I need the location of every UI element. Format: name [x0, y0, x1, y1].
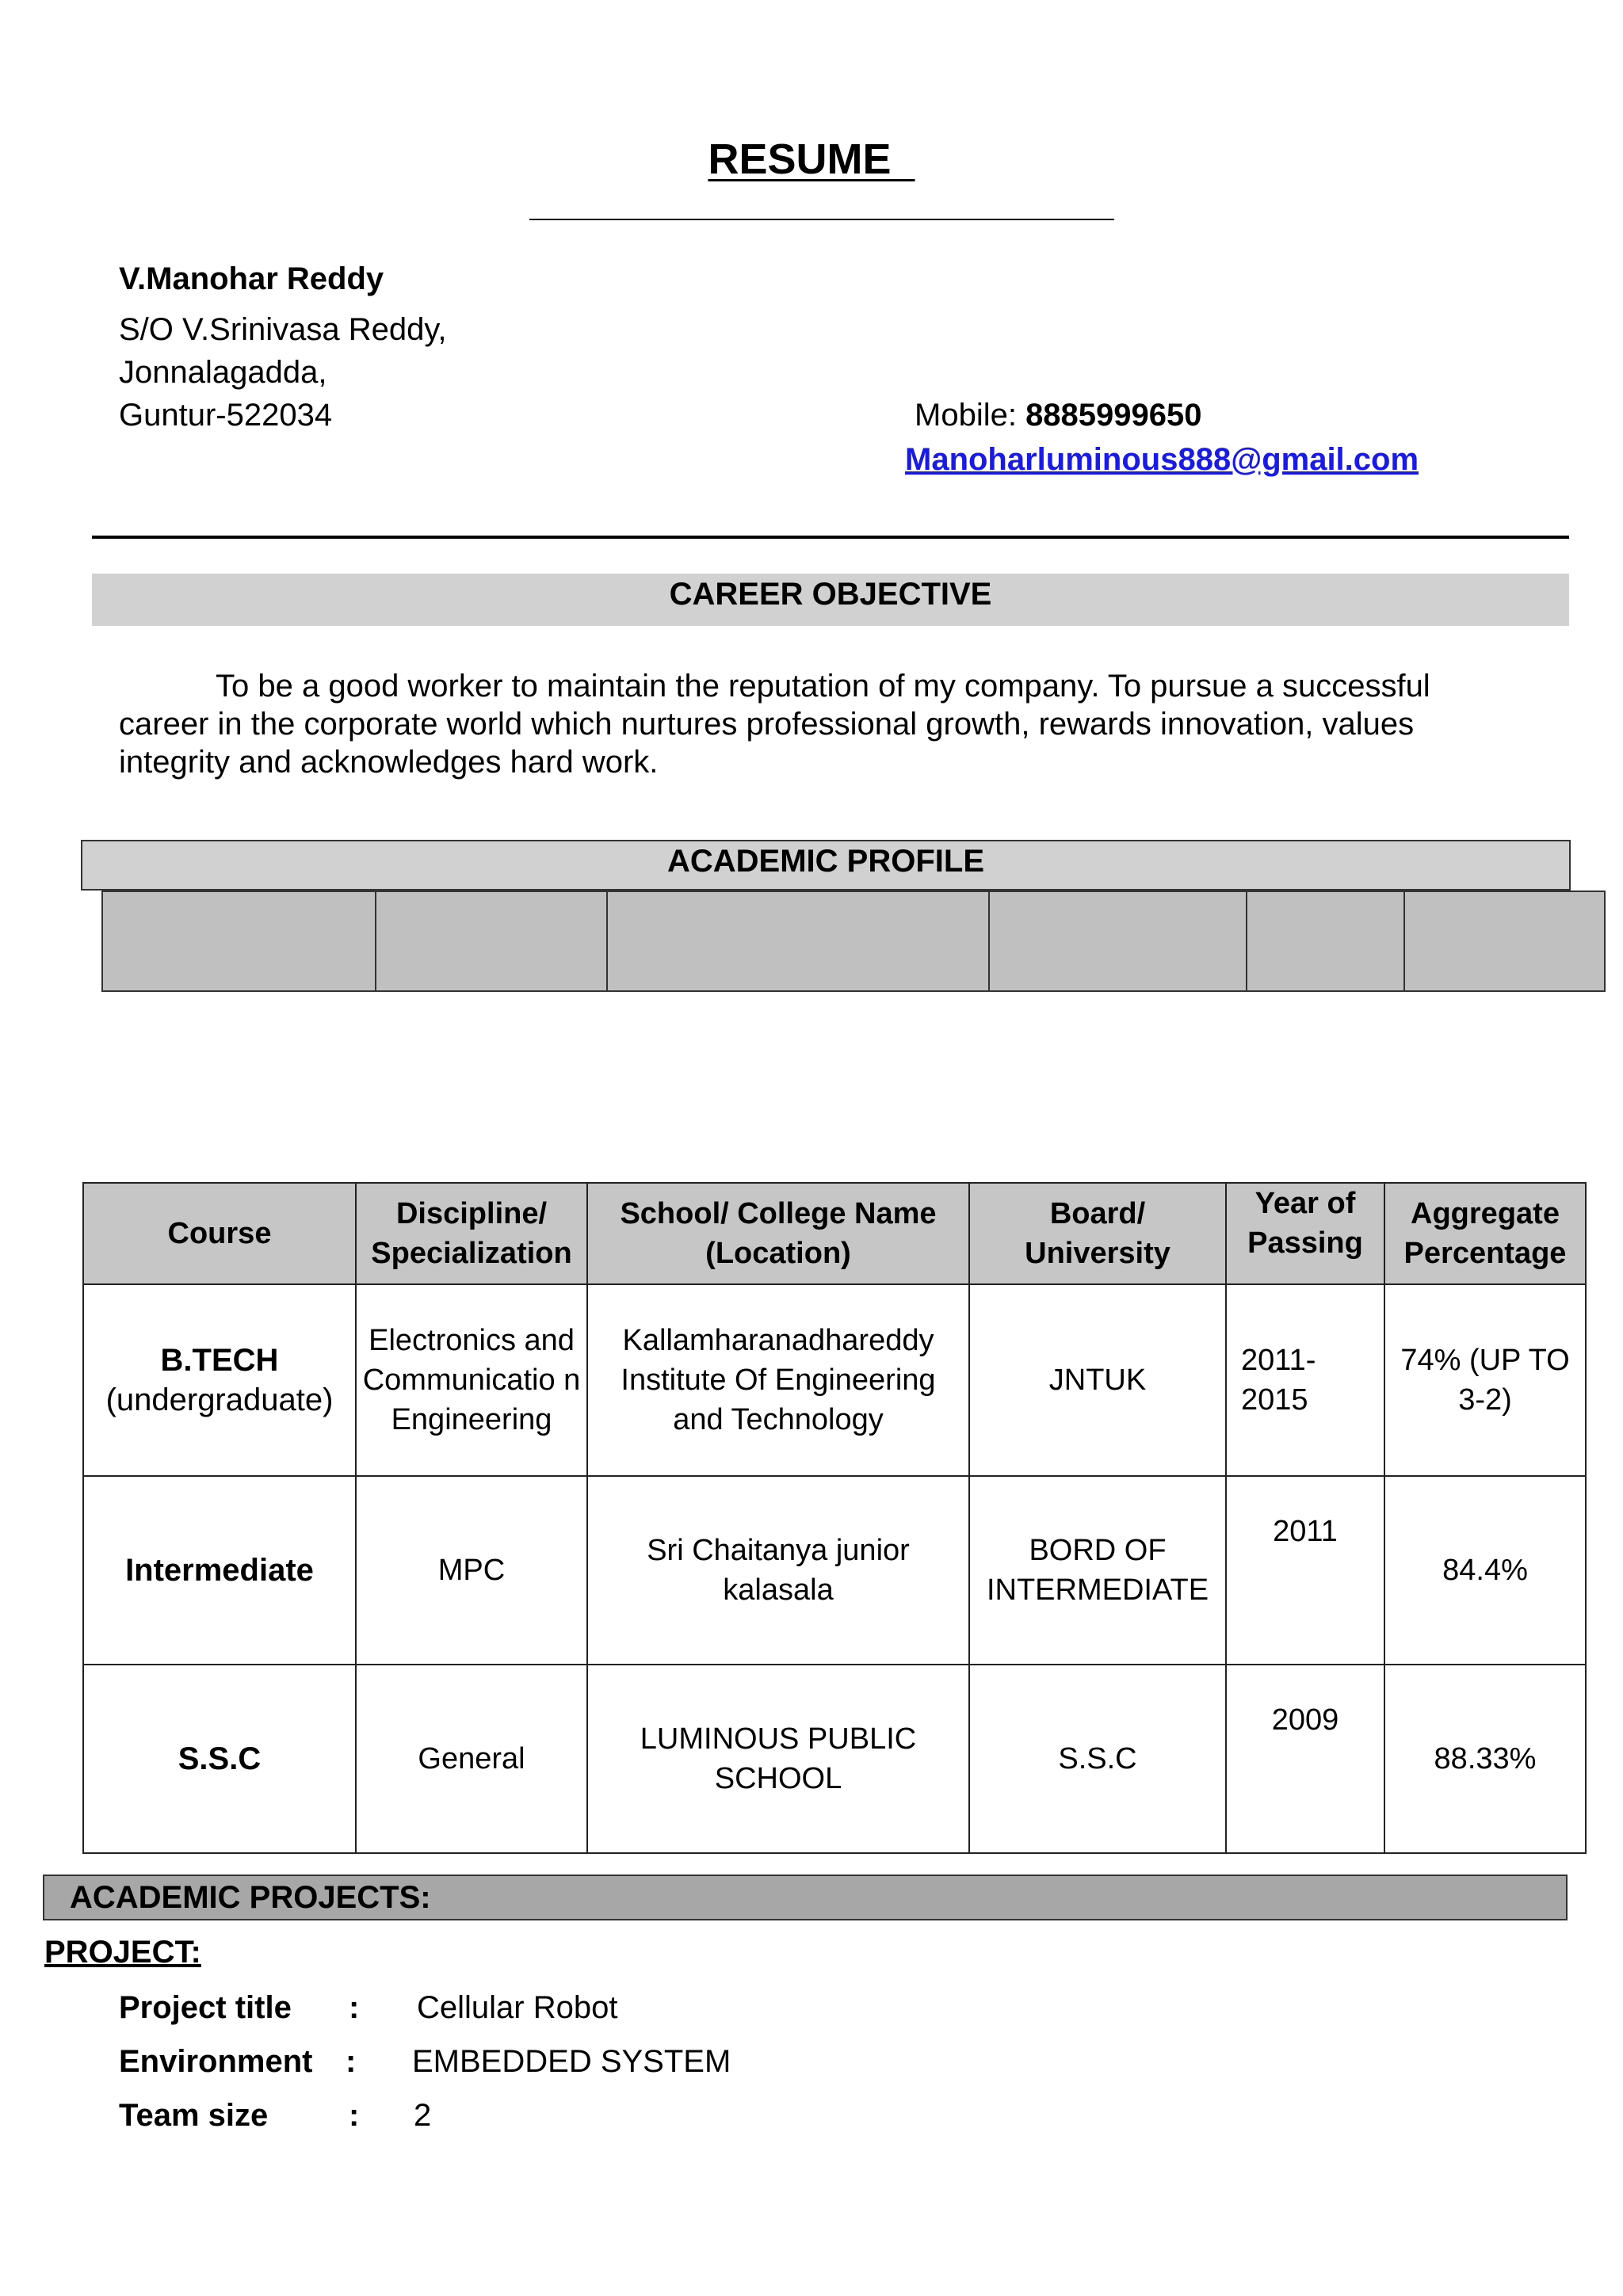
- page-title: RESUME: [708, 135, 915, 183]
- career-objective-text: [119, 667, 1498, 781]
- address-line-1: S/O V.Srinivasa Reddy,: [119, 312, 447, 347]
- career-objective-heading: CAREER OBJECTIVE: [92, 574, 1569, 626]
- column-header: Board/ University: [969, 1183, 1226, 1284]
- course-cell: B.TECH (undergraduate): [83, 1284, 356, 1476]
- percent-cell: 74% (UP TO 3-2): [1384, 1284, 1586, 1476]
- address-line-2: Jonnalagadda,: [119, 355, 327, 390]
- course-cell: Intermediate: [83, 1476, 356, 1665]
- discipline-cell: Electronics and Communicatio n Engineering: [356, 1284, 587, 1476]
- percent-cell: 84.4%: [1384, 1476, 1586, 1665]
- empty-cell: [1247, 891, 1404, 991]
- field-value: Cellular Robot: [417, 1990, 618, 2025]
- school-cell: Sri Chaitanya junior kalasala: [587, 1476, 969, 1665]
- board-cell: S.S.C: [969, 1665, 1226, 1853]
- empty-cell: [989, 891, 1247, 991]
- discipline-cell: MPC: [356, 1476, 587, 1665]
- year-cell: 2011: [1226, 1476, 1384, 1665]
- field-value: EMBEDDED SYSTEM: [412, 2044, 731, 2079]
- objective-line-1: To be a good worker to maintain the reputation of my company. To pursue a successful: [216, 669, 1430, 704]
- project-field-environment: [119, 2039, 1070, 2084]
- project-subheading: PROJECT:: [44, 1935, 201, 1970]
- project-field-team-size: [119, 2093, 1070, 2138]
- column-header: Year of Passing: [1226, 1183, 1384, 1284]
- address-line-3: Guntur-522034: [119, 398, 333, 433]
- school-cell: Kallamharanadhareddy Institute Of Engineering and Technology: [587, 1284, 969, 1476]
- board-cell: BORD OF INTERMEDIATE: [969, 1476, 1226, 1665]
- year-cell: 2011- 2015: [1226, 1284, 1384, 1476]
- table-header-row: [83, 1183, 1586, 1284]
- field-colon: :: [349, 1990, 360, 2025]
- field-label: Team size: [119, 2098, 269, 2133]
- table-row: [83, 1476, 1586, 1665]
- header-divider: [92, 536, 1569, 539]
- title-divider: [529, 219, 1114, 220]
- academic-profile-heading: ACADEMIC PROFILE: [81, 840, 1571, 891]
- column-header: School/ College Name (Location): [587, 1183, 969, 1284]
- field-label: Environment: [119, 2044, 313, 2079]
- academic-projects-heading: ACADEMIC PROJECTS:: [43, 1875, 1568, 1920]
- column-header: Discipline/ Specialization: [356, 1183, 587, 1284]
- field-value: 2: [414, 2098, 432, 2133]
- empty-header-grid: [101, 891, 1606, 992]
- objective-line-2: career in the corporate world which nurtures professional growth, rewards innovation, values: [119, 707, 1415, 742]
- empty-cell: [1404, 891, 1605, 991]
- empty-cell: [102, 891, 376, 991]
- mobile-label: Mobile:: [915, 398, 1026, 433]
- year-cell: 2009: [1226, 1665, 1384, 1853]
- project-field-title: [119, 1985, 1070, 2030]
- empty-cell: [607, 891, 989, 991]
- percent-cell: 88.33%: [1384, 1665, 1586, 1853]
- academic-table: [82, 1182, 1587, 1854]
- discipline-cell: General: [356, 1665, 587, 1853]
- field-label: Project title: [119, 1990, 292, 2025]
- objective-line-3: integrity and acknowledges hard work.: [119, 745, 659, 780]
- mobile-number: 8885999650: [1025, 398, 1202, 433]
- column-header: Aggregate Percentage: [1384, 1183, 1586, 1284]
- table-row: [83, 1284, 1586, 1476]
- email-link[interactable]: Manoharluminous888@gmail.com: [905, 442, 1419, 477]
- table-row: [83, 1665, 1586, 1853]
- mobile-line: [915, 393, 1202, 437]
- empty-cell: [376, 891, 608, 991]
- course-cell: S.S.C: [83, 1665, 356, 1853]
- school-cell: LUMINOUS PUBLIC SCHOOL: [587, 1665, 969, 1853]
- field-colon: :: [346, 2044, 357, 2079]
- board-cell: JNTUK: [969, 1284, 1226, 1476]
- field-colon: :: [349, 2098, 360, 2133]
- column-header: Course: [83, 1183, 356, 1284]
- candidate-name: V.Manohar Reddy: [119, 261, 384, 296]
